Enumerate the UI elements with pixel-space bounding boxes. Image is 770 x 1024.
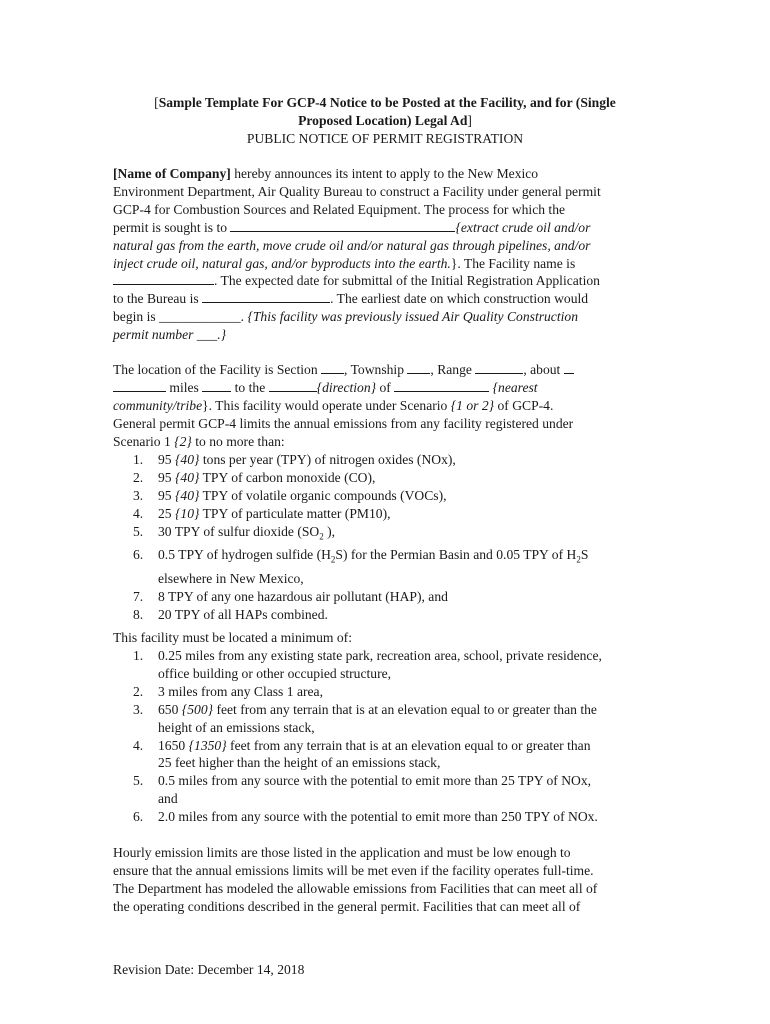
list-item: 5. 30 TPY of sulfur dioxide ($SO_2$ ), xyxy=(133,523,336,542)
paragraph-hourly-limits: Hourly emission limits are those listed in the application and must be low enough to ensure that the annual emissions limits will be met even if the facility operates full-time. The Department has modeled the allowable emissions from Facilities that can meet all of the operating conditions described in the general permit. Facilities that can meet all of xyxy=(113,845,598,914)
list-item: 2. 3 miles from any Class 1 area, xyxy=(133,683,323,699)
header-line-1: [Sample Template For GCP-4 Notice to be Posted at the Facility, and for (Single xyxy=(154,95,616,110)
list-item: 1. 95 {40} tons per year (TPY) of nitrogen oxides (NOx), xyxy=(133,452,456,467)
submittal-date-blank xyxy=(202,290,330,303)
section-blank xyxy=(321,361,344,374)
list-item: 2. 95 {40} TPY of carbon monoxide (CO), xyxy=(133,469,376,485)
header-line-2: Proposed Location) Legal Ad] xyxy=(298,112,472,128)
notice-header xyxy=(100,94,670,148)
header-title: PUBLIC NOTICE OF PERMIT REGISTRATION xyxy=(246,130,524,146)
distance-blank xyxy=(113,379,166,392)
paragraph-company-intent: [Name of Company] hereby announces its intent to apply to the New Mexico Environment Department, Air Quality Bureau to construct a Facility under general permit GCP-4 for Combustion Sources and Related Equipment. The process for which the permit is sought is to {extract crude oil and/or natural gas from the earth, move crude oil and/or natural gas through pipelines, and/or inject crude oil, natural gas, and/or byproducts into the earth.}. The Facility name is . The expected date for submittal of the Initial Registration Application to the Bureau is . The earliest date on which construction would begin is ____________. {This facility was previously issued Air Quality Construction permit number ___.} xyxy=(113,166,601,343)
list-item: 3. 95 {40} TPY of volatile organic compounds (VOCs), xyxy=(133,487,447,503)
company-name-placeholder: [Name of Company] xyxy=(113,166,231,181)
community-blank xyxy=(394,379,489,392)
facility-name-blank xyxy=(113,272,214,285)
distance-blank-start xyxy=(564,361,574,374)
list-item: 5. 0.5 miles from any source with the potential to emit more than 25 TPY of NOx, and xyxy=(133,773,592,807)
direction-blank xyxy=(202,379,231,392)
range-blank xyxy=(475,361,523,374)
revision-date: Revision Date: December 14, 2018 xyxy=(113,962,305,977)
distance-requirements-list xyxy=(113,647,673,826)
list-item: 6. 2.0 miles from any source with the potential to emit more than 250 TPY of NOx. xyxy=(133,809,598,825)
paragraph-minimum-distance: This facility must be located a minimum of: xyxy=(113,630,352,645)
list-item: 1. 0.25 miles from any existing state park, recreation area, school, private residence, office building or other occupied structure, xyxy=(133,648,602,681)
process-blank xyxy=(230,219,455,232)
emission-limits-list xyxy=(113,451,673,624)
list-item: 7. 8 TPY of any one hazardous air pollutant (HAP), and xyxy=(133,588,448,604)
list-item: 6. 0.5 TPY of hydrogen sulfide $(H_2S)$ for the Permian Basin and 0.05 TPY of $H_2S$ elsewhere in New Mexico, xyxy=(133,547,589,586)
list-item: 3. 650 {500} feet from any terrain that is at an elevation equal to or greater than the height of an emissions stack, xyxy=(133,701,597,735)
list-item: 4. 1650 {1350} feet from any terrain that is at an elevation equal to or greater than 25 feet higher than the height of an emissions stack, xyxy=(133,737,591,771)
list-item: 4. 25 {10} TPY of particulate matter (PM10), xyxy=(133,505,391,521)
direction-fill-blank xyxy=(269,379,317,392)
list-item: 8. 20 TPY of all HAPs combined. xyxy=(133,606,328,622)
township-blank xyxy=(407,361,430,374)
paragraph-location: The location of the Facility is Section , Township , Range , about miles to the {direction} of {nearest community/tribe}. This facility would operate under Scenario {1 or 2} of GCP-4. General permit GCP-4 limits the annual emissions from any facility registered under Scenario 1 {2} to no more than: xyxy=(113,362,574,449)
